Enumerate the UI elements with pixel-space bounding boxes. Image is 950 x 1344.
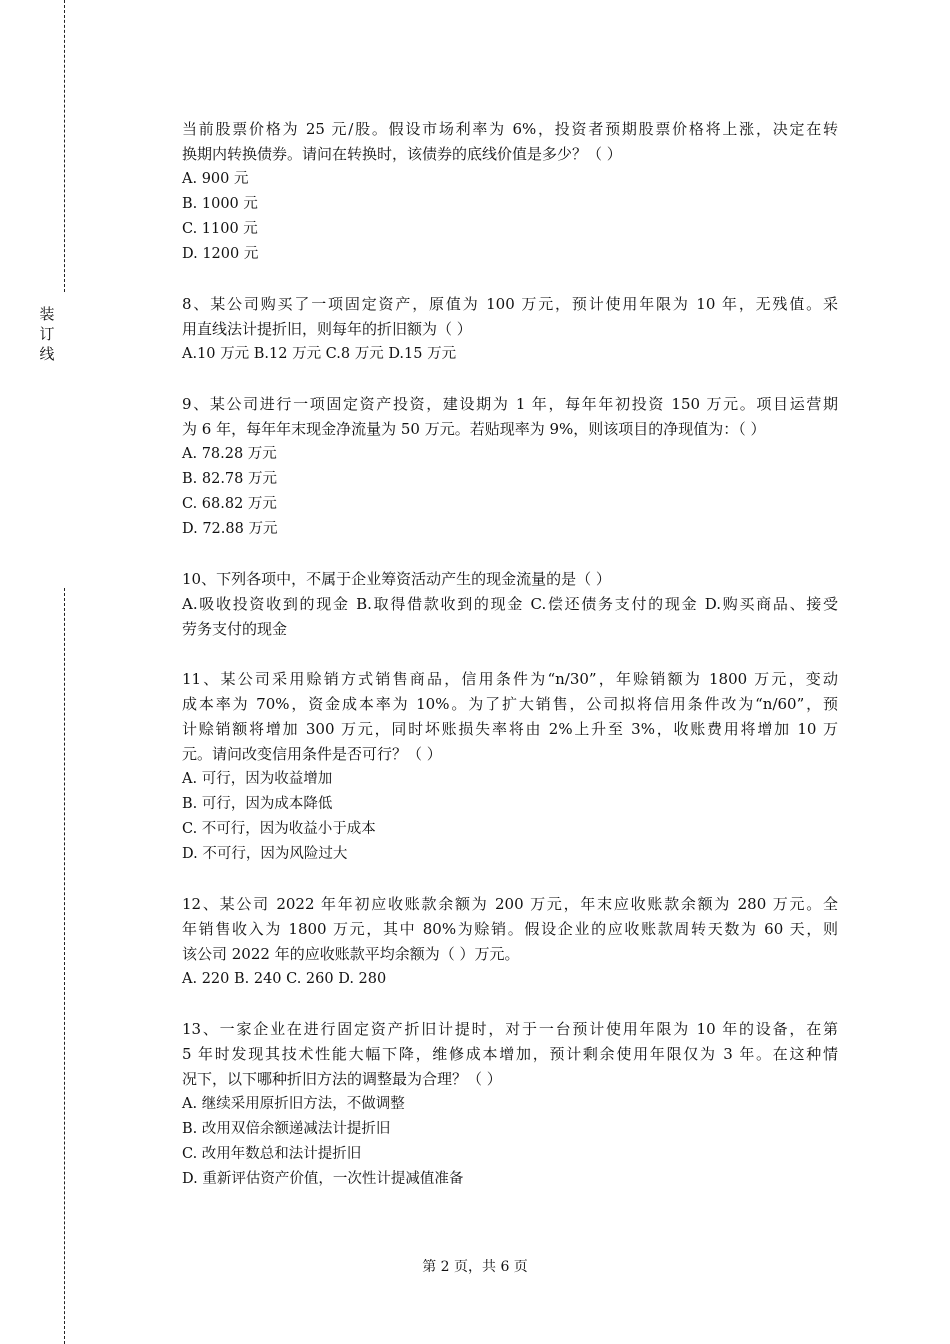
binding-char: 线 [39, 345, 55, 363]
option: A. 可行，因为收益增加 [182, 771, 333, 787]
question-text-line: 用直线法计提折旧，则每年的折旧额为（ ） [182, 320, 472, 338]
question-7-continued [182, 117, 838, 267]
binding-line-top [64, 0, 65, 292]
option: B. 改用双倍余额递减法计提折旧 [182, 1121, 391, 1137]
option: D. 72.88 万元 [182, 521, 278, 537]
option: A. 900 元 [182, 171, 249, 187]
question-text-line: 为 6 年，每年年末现金净流量为 50 万元。若贴现率为 9%，则该项目的净现值为：（ ） [182, 420, 766, 438]
option: B. 可行，因为成本降低 [182, 796, 333, 812]
question-text-line: A.吸收投资收到的现金 B.取得借款收到的现金 C.偿还债务支付的现金 D.购买商品、接受 [182, 595, 838, 613]
question-text-line: 9、某公司进行一项固定资产投资，建设期为 1 年，每年年初投资 150 万元。项目运营期 [182, 395, 838, 413]
question-text-line: 当前股票价格为 25 元/股。假设市场利率为 6%，投资者预期股票价格将上涨，决定在转 [182, 120, 838, 138]
question-text-line: 10、下列各项中，不属于企业筹资活动产生的现金流量的是（ ） [182, 570, 611, 588]
binding-char: 订 [39, 325, 55, 343]
option: C. 改用年数总和法计提折旧 [182, 1146, 362, 1162]
question-12 [182, 892, 838, 992]
question-text-line: 年销售收入为 1800 万元，其中 80%为赊销。假设企业的应收账款周转天数为 60 天，则 [182, 920, 838, 938]
question-text-line: 成本率为 70%，资金成本率为 10%。为了扩大销售，公司拟将信用条件改为“n/60”，预 [182, 695, 838, 713]
question-text-line: 况下，以下哪种折旧方法的调整最为合理？（ ） [182, 1070, 502, 1088]
question-10 [182, 567, 838, 642]
option: D. 重新评估资产价值，一次性计提减值准备 [182, 1171, 464, 1187]
question-text-line: 13、一家企业在进行固定资产折旧计提时，对于一台预计使用年限为 10 年的设备，在第 [182, 1020, 838, 1038]
question-content [182, 117, 838, 1192]
question-text-line: 换期内转换债券。请问在转换时，该债券的底线价值是多少？（ ） [182, 145, 622, 163]
option: A.10 万元 B.12 万元 C.8 万元 D.15 万元 [182, 346, 457, 362]
option: A. 78.28 万元 [182, 446, 277, 462]
option: C. 68.82 万元 [182, 496, 277, 512]
page-indicator: 第 2 页，共 6 页 [422, 1259, 528, 1275]
question-text-line: 该公司 2022 年的应收账款平均余额为（ ）万元。 [182, 945, 520, 963]
question-11 [182, 667, 838, 867]
question-text-line: 12、某公司 2022 年年初应收账款余额为 200 万元，年末应收账款余额为 280 万元。全 [182, 895, 838, 913]
option: A. 继续采用原折旧方法，不做调整 [182, 1096, 405, 1112]
option: B. 1000 元 [182, 196, 258, 212]
binding-line-bottom [64, 588, 65, 1344]
question-text-line: 劳务支付的现金 [182, 620, 288, 638]
question-text-line: 8、某公司购买了一项固定资产，原值为 100 万元，预计使用年限为 10 年，无残值。采 [182, 295, 838, 313]
question-8 [182, 292, 838, 367]
binding-char: 装 [39, 305, 55, 323]
question-text-line: 11、某公司采用赊销方式销售商品，信用条件为“n/30”，年赊销额为 1800 万元，变动 [182, 670, 838, 688]
question-13 [182, 1017, 838, 1192]
binding-label [36, 304, 58, 364]
option: D. 不可行，因为风险过大 [182, 846, 348, 862]
option: A. 220 B. 240 C. 260 D. 280 [182, 971, 387, 987]
option: B. 82.78 万元 [182, 471, 277, 487]
option: D. 1200 元 [182, 246, 259, 262]
question-text-line: 元。请问改变信用条件是否可行？（ ） [182, 745, 442, 763]
question-9 [182, 392, 838, 542]
question-text-line: 计赊销额将增加 300 万元，同时坏账损失率将由 2%上升至 3%，收账费用将增加 10 万 [182, 720, 838, 738]
option: C. 1100 元 [182, 221, 258, 237]
question-text-line: 5 年时发现其技术性能大幅下降，维修成本增加，预计剩余使用年限仅为 3 年。在这种情 [182, 1045, 838, 1063]
option: C. 不可行，因为收益小于成本 [182, 821, 376, 837]
